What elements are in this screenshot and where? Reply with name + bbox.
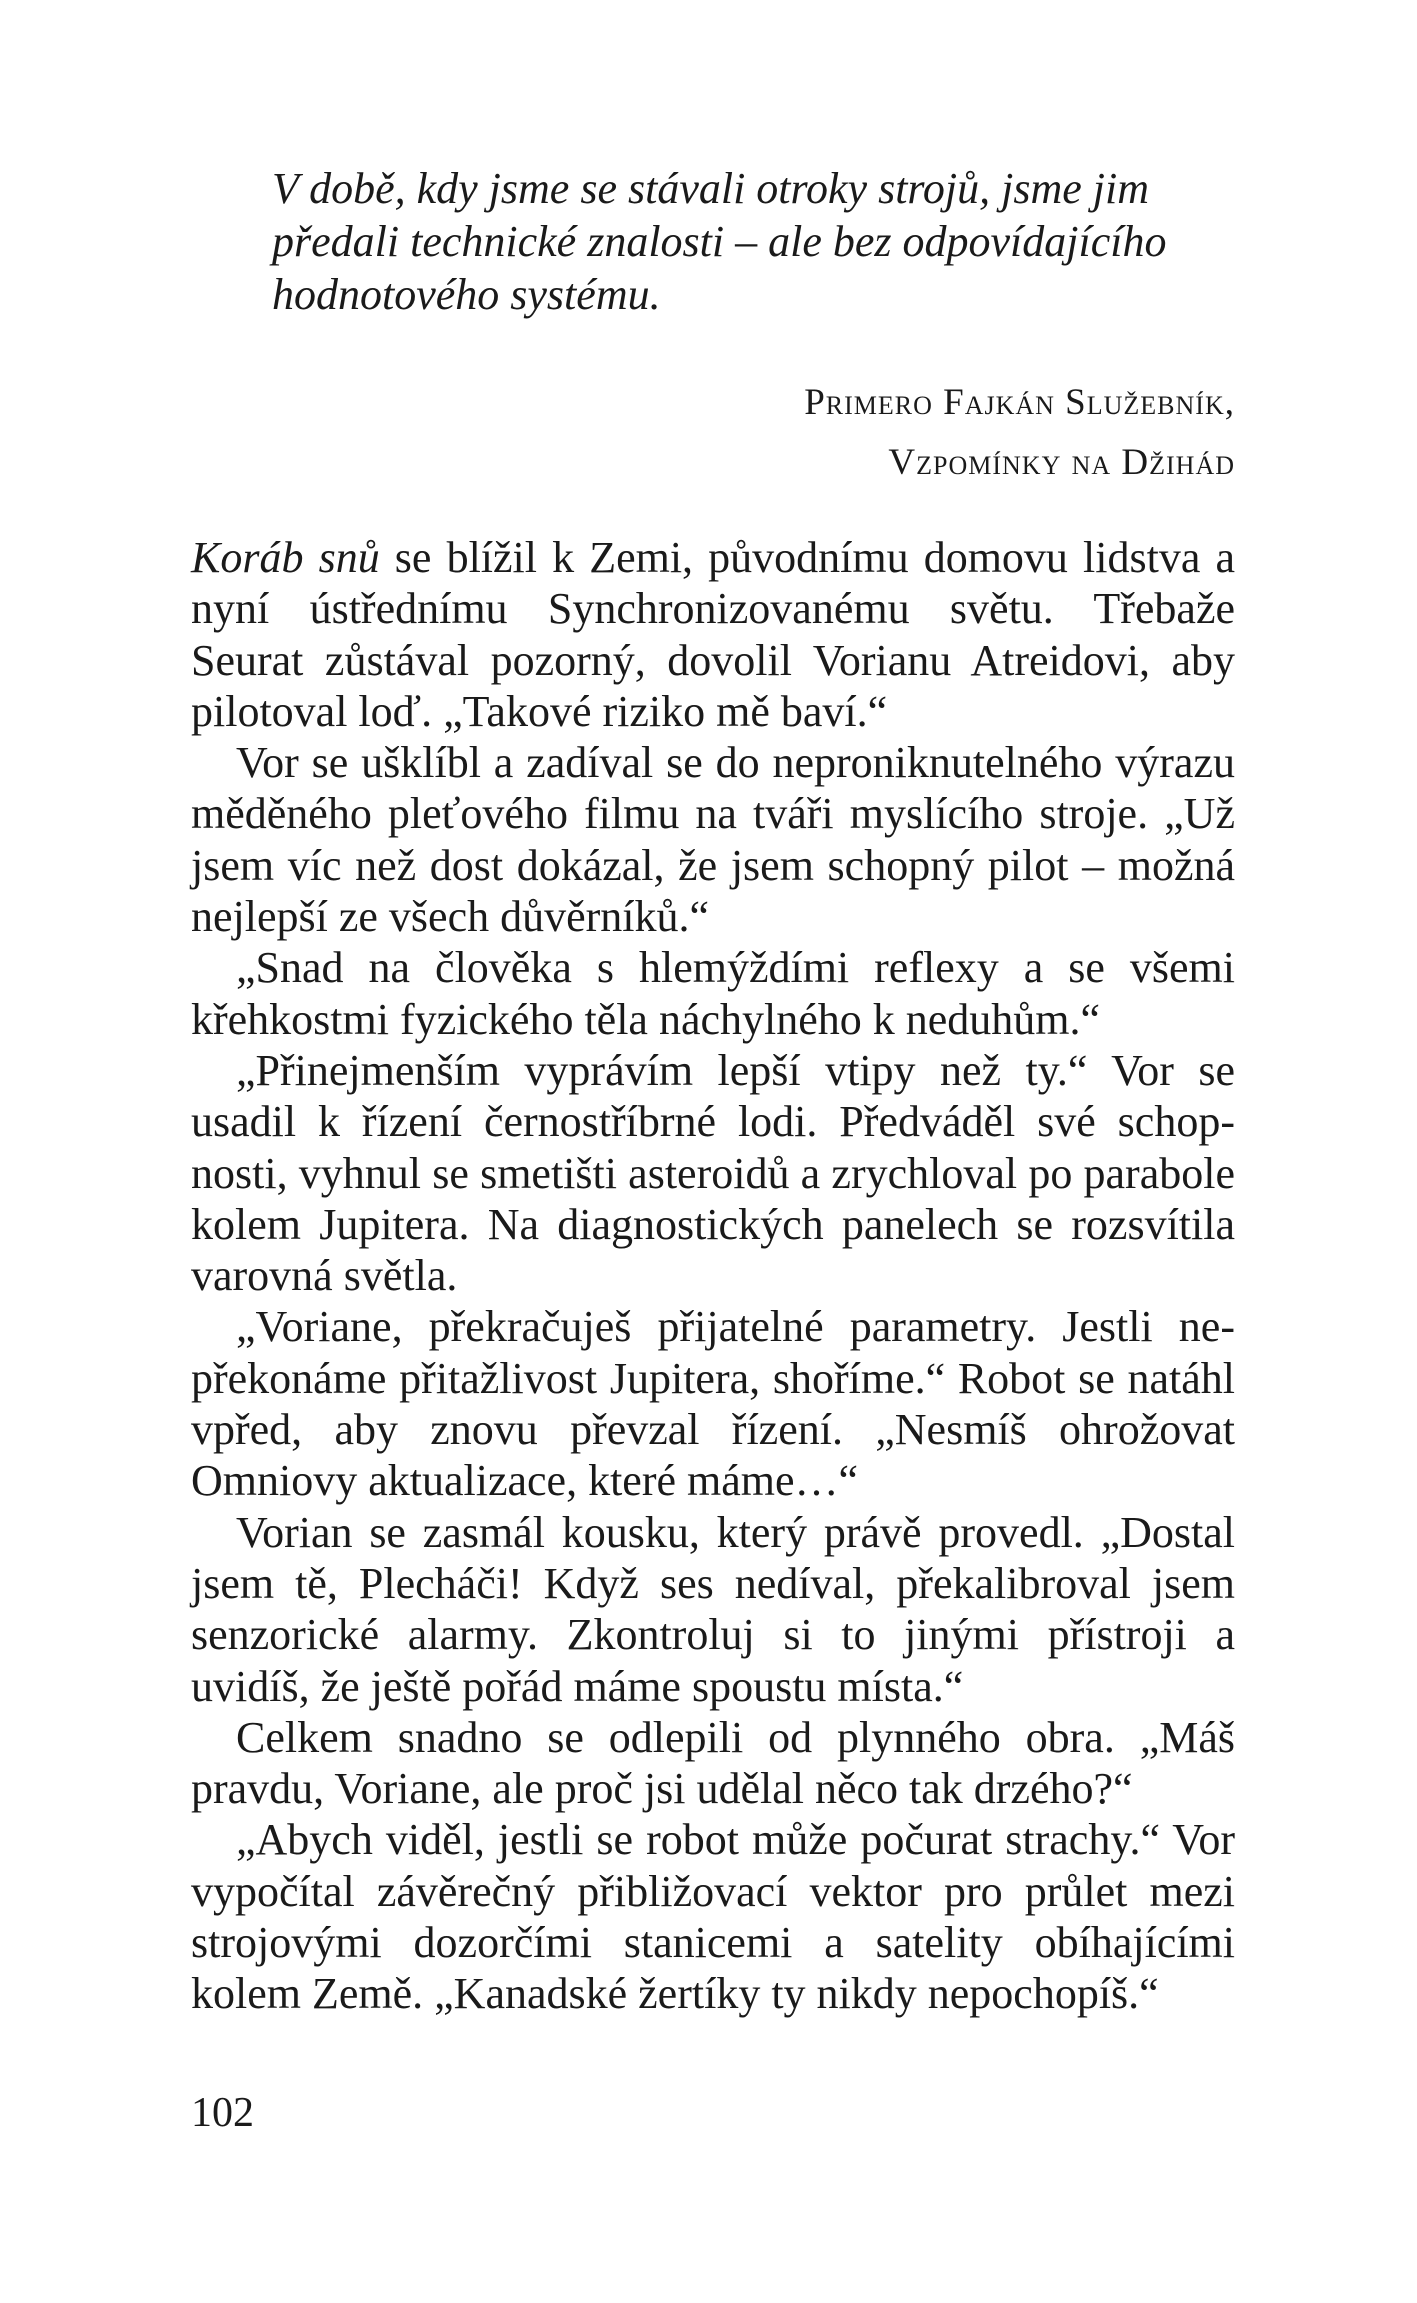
epigraph-attribution [435, 373, 1235, 493]
paragraph-1-text: se blížil k Zemi, původnímu domovu lidstva a nyní ústřednímu Synchronizovanému světu. Třebaže Seurat zůstával pozorný, dovolil Vorianu Atreidovi, aby pilotoval loď. „Takové riziko mě baví.“ [191, 533, 1236, 736]
epigraph [272, 162, 1232, 321]
attribution-author: Primero Fajkán Služebník, [804, 382, 1235, 423]
paragraph-1 [191, 532, 1235, 737]
epigraph-text: V době, kdy jsme se stávali otroky strojů, jsme jim předali technické znalosti – ale bez odpovídajícího hodnotového systému. [272, 164, 1167, 319]
ship-name: Koráb snů [191, 533, 380, 582]
paragraph-3: „Snad na člověka s hlemýždími reflexy a se všemi křehkostmi fyzického těla náchylného k neduhům.“ [191, 943, 1235, 1044]
paragraph-7: Celkem snadno se odlepili od plynného obra. „Máš pravdu, Voriane, ale proč jsi udělal něco tak drzého?“ [191, 1712, 1235, 1814]
paragraph-5: „Voriane, překračuješ přijatelné parametry. Jestli nepřekonáme přitažlivost Jupitera, shoříme.“ Robot se natáhl vpřed, aby znovu převzal řízení. „Nesmíš ohrožovat Omniovy aktualizace, které máme…“ [191, 1302, 1235, 1506]
paragraph-2: Vor se ušklíbl a zadíval se do neproniknutelného výrazu měděného pleťového filmu na tváři myslícího stroje. „Už jsem víc než dost dokázal, že jsem schopný pilot – možná nejlepší ze všech důvěrníků.“ [191, 738, 1235, 942]
page-number: 102 [191, 2090, 254, 2136]
paragraph-4: „Přinejmenším vyprávím lepší vtipy než ty.“ Vor se usadil k řízení černostříbrné lodi. Předváděl své schopnosti, vyhnul se smetišti asteroidů a zrychloval po parabole kolem Jupitera. Na diagnostických panelech se rozsvítila varovná světla. [191, 1045, 1235, 1301]
attribution-work: Vzpomínky na Džihád [888, 442, 1235, 483]
paragraph-6: Vorian se zasmál kousku, který právě provedl. „Dostal jsem tě, Plecháči! Když ses nedíval, překalibroval jsem senzorické alarmy. Zkontroluj si to jinými přístroji a uvidíš, že ještě pořád máme spoustu místa.“ [191, 1507, 1235, 1711]
chapter-body [191, 532, 1235, 2020]
paragraph-8: „Abych viděl, jestli se robot může počurat strachy.“ Vor vypočítal závěrečný přibližovací vektor pro průlet mezi strojovými dozorčími stanicemi a satelity obíhajícími kolem Země. „Kanadské žertíky ty nikdy nepochopíš.“ [191, 1815, 1235, 2019]
